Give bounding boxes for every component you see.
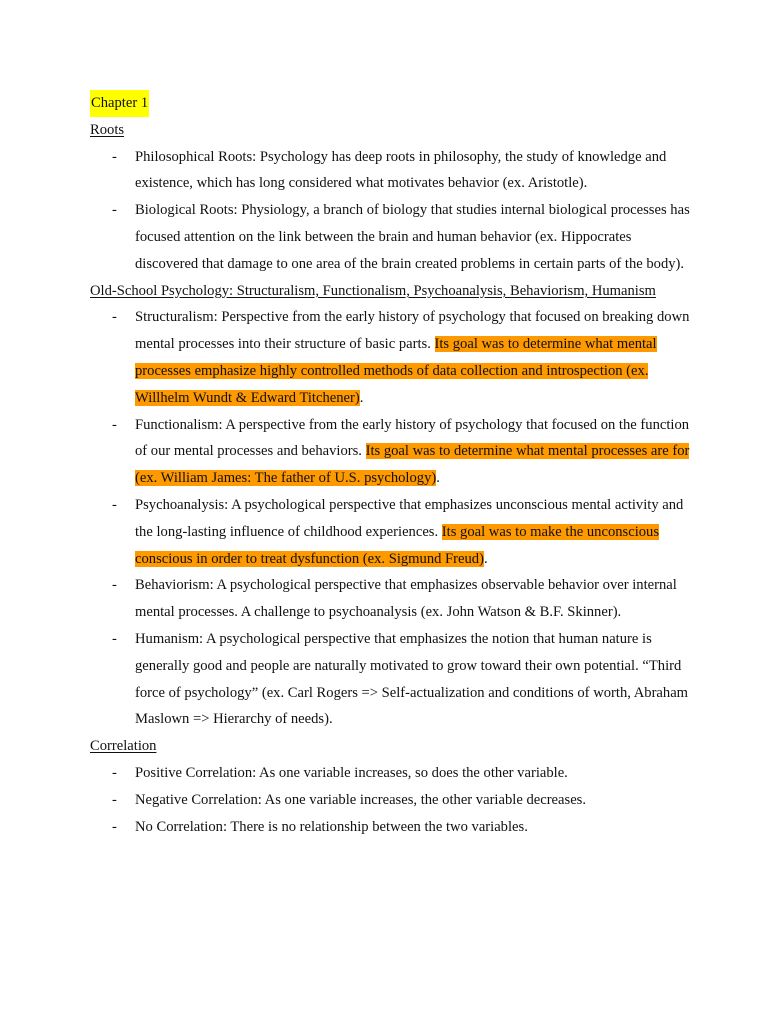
list-item (90, 760, 690, 787)
item-text: Negative Correlation: As one variable increases, the other variable decreases. (135, 791, 586, 808)
bullet-dash: - (112, 309, 117, 326)
item-text: No Correlation: There is no relationship between the two variables. (135, 818, 528, 835)
document-body (90, 90, 690, 840)
list-item (90, 144, 690, 198)
item-tail: . (436, 470, 440, 487)
list-item (90, 197, 690, 277)
item-text: Behaviorism: A psychological perspective that emphasizes observable behavior over internal mental processes. A challenge to psychoanalysis (ex. John Watson & B.F. Skinner). (135, 577, 677, 621)
bullet-list (90, 144, 690, 278)
bullet-dash: - (112, 764, 117, 781)
bullet-list (90, 304, 690, 733)
list-item (90, 572, 690, 626)
highlighted-text: Its goal was to determine what mental processes are for (ex. William James: The father of U.S. psychology) (135, 443, 690, 487)
list-item (90, 304, 690, 411)
list-item (90, 492, 690, 572)
bullet-dash: - (112, 577, 117, 594)
bullet-dash: - (112, 416, 117, 433)
item-text: Psychoanalysis: A psychological perspective that emphasizes unconscious mental activity and the long-lasting influence of childhood experiences. (135, 496, 684, 540)
list-item (90, 787, 690, 814)
bullet-dash: - (112, 818, 117, 835)
bullet-dash: - (112, 496, 117, 513)
list-item (90, 412, 690, 492)
bullet-dash: - (112, 202, 117, 219)
item-text: Structuralism: Perspective from the early history of psychology that focused on breaking down mental processes into their structure of basic parts. (135, 309, 690, 353)
item-text: Biological Roots: Physiology, a branch of biology that studies internal biological processes has focused attention on the link between the brain and human behavior (ex. Hippocrates discovered that damage to one area of the brain created problems in certain parts of the body). (135, 202, 690, 272)
item-tail: . (483, 550, 488, 567)
item-text: Functionalism: A perspective from the early history of psychology that focused on the function of our mental processes and behaviors. (135, 416, 690, 460)
bullet-dash: - (112, 630, 117, 647)
section-heading: Old-School Psychology: Structuralism, Functionalism, Psychoanalysis, Behaviorism, Humanism (90, 282, 656, 299)
bullet-list (90, 760, 690, 840)
highlighted-text: Its goal was to make the unconscious conscious in order to treat dysfunction (ex. Sigmund Freud) (135, 523, 660, 567)
item-text: Humanism: A psychological perspective that emphasizes the notion that human nature is generally good and people are naturally motivated to grow toward their own potential. “Third force of psychology” (ex. Carl Rogers => Self-actualization and conditions of worth, Abraham Maslown => Hierarchy of needs). (135, 630, 689, 728)
chapter-title: Chapter 1 (90, 90, 149, 117)
chapter-title-line (90, 90, 690, 117)
item-text: Philosophical Roots: Psychology has deep roots in philosophy, the study of knowledge and existence, which has long considered what motivates behavior (ex. Aristotle). (135, 148, 667, 192)
list-item (90, 814, 690, 841)
item-tail: . (359, 389, 364, 406)
section-heading: Roots (90, 121, 125, 138)
section-heading: Correlation (90, 738, 157, 755)
highlighted-text: Its goal was to determine what mental processes emphasize highly controlled methods of data collection and introspection (ex. Willhelm Wundt & Edward Titchener) (135, 336, 657, 406)
bullet-dash: - (112, 791, 117, 808)
item-text: Positive Correlation: As one variable increases, so does the other variable. (135, 764, 568, 781)
bullet-dash: - (112, 148, 117, 165)
list-item (90, 626, 690, 733)
